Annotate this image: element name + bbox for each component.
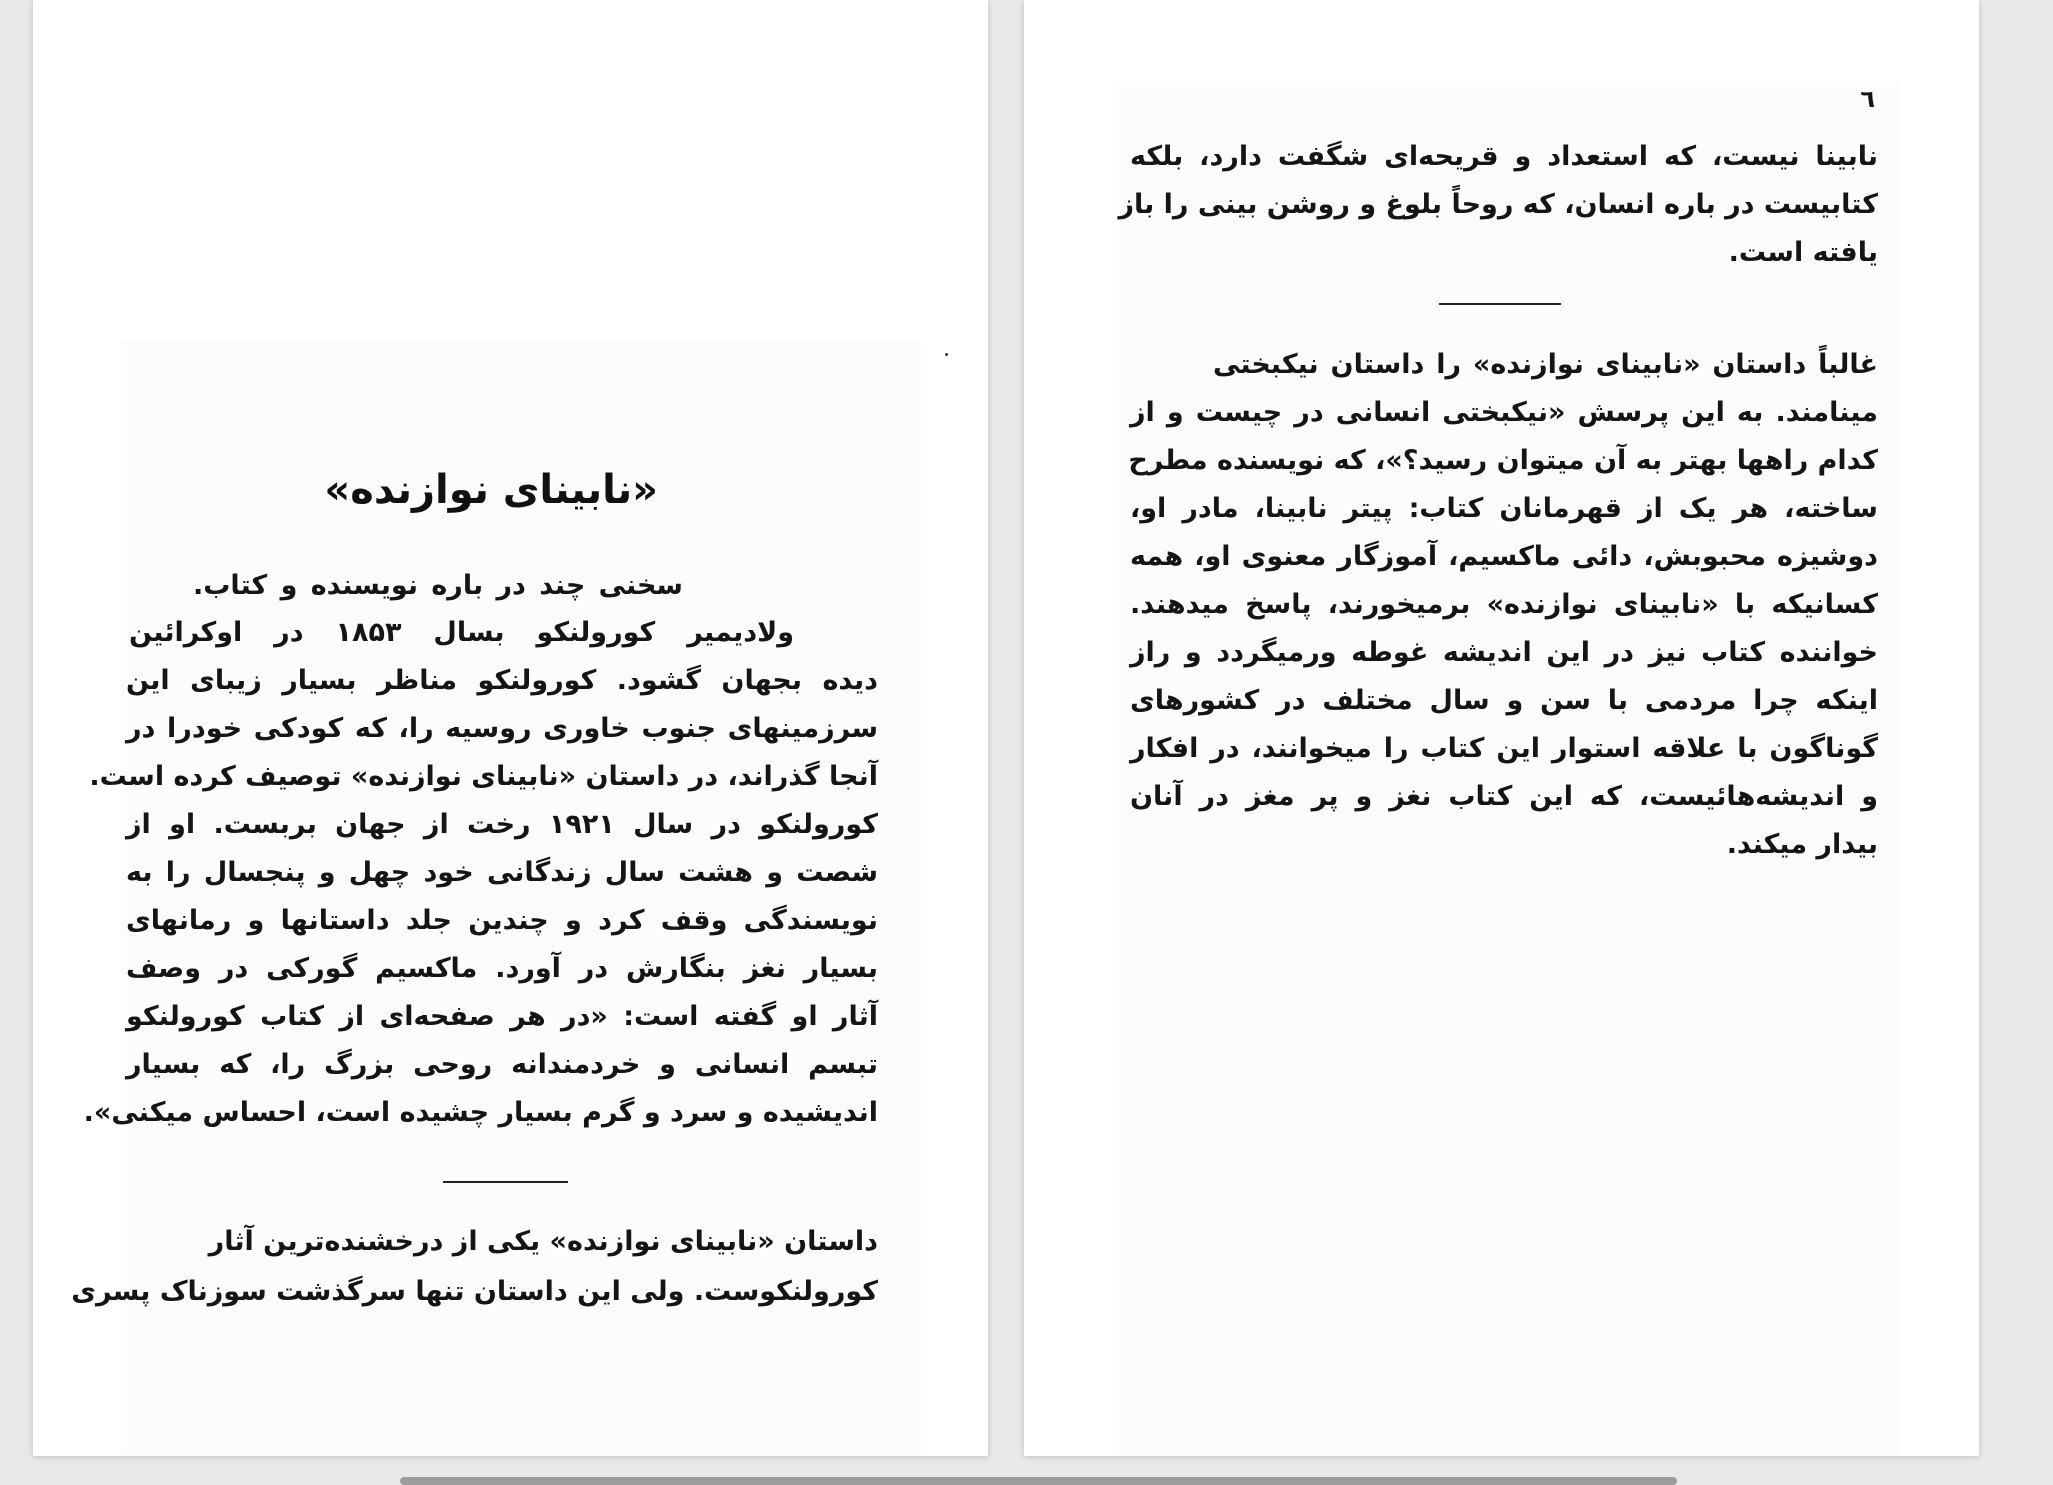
right-paragraph2-line: غالباً داستان «نابینای نوازنده» را داستان نیکبختی	[1213, 349, 1878, 380]
scan-speck	[945, 353, 948, 356]
right-paragraph2-line: کدام راهها بهتر به آن میتوان رسید؟»، که نویسنده مطرح	[1128, 445, 1878, 476]
horizontal-scrollbar-thumb[interactable]	[400, 1477, 1677, 1485]
right-paragraph2-line: و اندیشه‌هائیست، که این کتاب نغز و پر مغز در آنان	[1130, 781, 1878, 812]
right-paragraph2-line: کسانیکه با «نابینای نوازنده» برمیخورند، پاسخ میدهند.	[1130, 589, 1878, 620]
left-paragraph2-line: کورولنکوست. ولی این داستان تنها سرگذشت سوزناک پسری	[71, 1276, 878, 1307]
left-paragraph1-line: شصت و هشت سال زندگانی خود چهل و پنجسال را به	[126, 857, 878, 888]
left-paragraph1-line: کورولنکو در سال ۱۹۲۱ رخت از جهان بربست. او از	[126, 809, 878, 840]
left-paragraph1-line: آنجا گذراند، در داستان «نابینای نوازنده» توصیف کرده است.	[89, 761, 878, 792]
left-paragraph1-line: بسیار نغز بنگارش در آورد. ماکسیم گورکی در وصف	[126, 953, 878, 984]
right-paragraph1-line: کتابیست در باره انسان، که روحاً بلوغ و روشن بینی را باز	[1118, 189, 1878, 220]
section-divider	[443, 1181, 568, 1183]
right-paragraph2-line: اینکه چرا مردمی با سن و سال مختلف در کشورهای	[1130, 685, 1878, 716]
right-paragraph2-line: خواننده کتاب نیز در این اندیشه غوطه ورمیگردد و راز	[1130, 637, 1878, 668]
left-paragraph1-line: نویسندگی وقف کرد و چندین جلد داستانها و رمانهای	[126, 905, 878, 936]
left-paragraph1-line: تبسم انسانی و خردمندانه روحی بزرگ را، که بسیار	[126, 1049, 878, 1080]
section-divider	[1439, 303, 1561, 305]
right-paragraph1-line: یافته است.	[1728, 237, 1878, 268]
right-paragraph2-line: بیدار میکند.	[1726, 829, 1878, 860]
left-paragraph1-line: ولادیمیر کورولنکو بسال ۱۸۵۳ در اوکرائین	[129, 617, 794, 648]
right-page	[1024, 0, 1979, 1456]
right-paragraph1-line: نابینا نیست، که استعداد و قریحه‌ای شگفت دارد، بلکه	[1130, 141, 1878, 172]
book-title: «نابینای نوازنده»	[324, 467, 658, 513]
right-paragraph2-line: ساخته، هر یک از قهرمانان کتاب: پیتر نابینا، مادر او،	[1130, 493, 1878, 524]
right-page-scan	[1119, 82, 1899, 1456]
intro-heading-line: سخنی چند در باره نویسنده و کتاب.	[193, 570, 683, 601]
right-paragraph2-line: دوشیزه محبوبش، دائی ماکسیم، آموزگار معنوی او، همه	[1130, 541, 1878, 572]
right-paragraph2-line: مینامند. به این پرسش «نیکبختی انسانی در چیست و از	[1130, 397, 1878, 428]
right-paragraph2-line: گوناگون با علاقه استوار این کتاب را میخوانند، در افکار	[1130, 733, 1878, 764]
left-paragraph1-line: اندیشیده و سرد و گرم بسیار چشیده است، احساس میکنی».	[83, 1097, 878, 1128]
left-paragraph1-line: آثار او گفته است: «در هر صفحه‌ای از کتاب کورولنکو	[126, 1001, 878, 1032]
page-number: ٦	[1860, 85, 1875, 113]
left-paragraph1-line: سرزمینهای جنوب خاوری روسیه را، که کودکی خودرا در	[126, 713, 878, 744]
left-page	[33, 0, 988, 1456]
left-paragraph2-line: داستان «نابینای نوازنده» یکی از درخشنده‌ترین آثار	[208, 1226, 878, 1257]
left-paragraph1-line: دیده بجهان گشود. کورولنکو مناظر بسیار زیبای این	[126, 665, 878, 696]
